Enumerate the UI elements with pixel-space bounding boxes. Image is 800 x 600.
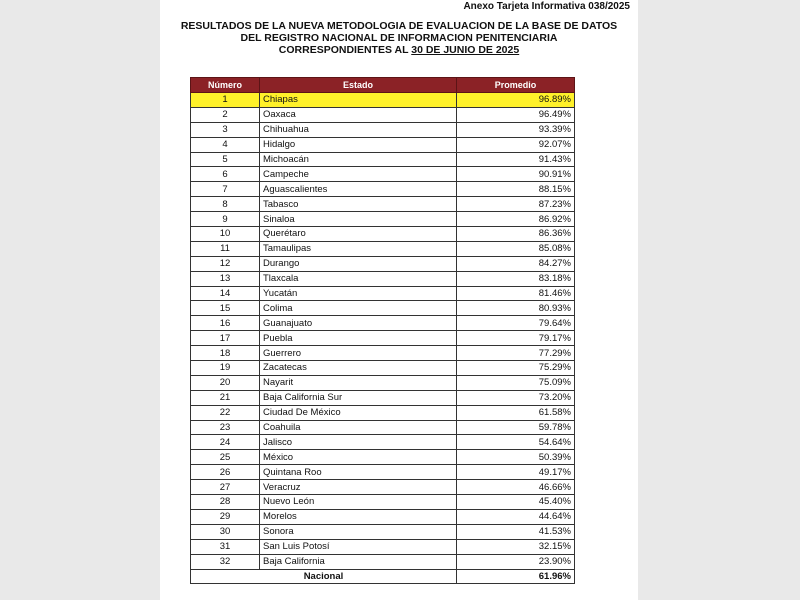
header-state: Estado <box>260 78 457 93</box>
national-total-row <box>191 569 575 584</box>
table-row <box>191 346 575 361</box>
row-number: 18 <box>191 346 260 361</box>
table-row <box>191 212 575 227</box>
row-state: Guerrero <box>260 346 457 361</box>
row-state: Durango <box>260 256 457 271</box>
row-average: 75.29% <box>457 361 575 376</box>
row-number: 15 <box>191 301 260 316</box>
row-average: 61.58% <box>457 405 575 420</box>
row-state: Baja California <box>260 554 457 569</box>
row-state: Ciudad De México <box>260 405 457 420</box>
row-state: Coahuila <box>260 420 457 435</box>
table-row <box>191 405 575 420</box>
row-number: 11 <box>191 241 260 256</box>
row-number: 5 <box>191 152 260 167</box>
document-page <box>160 0 638 600</box>
table-row <box>191 480 575 495</box>
row-number: 2 <box>191 107 260 122</box>
row-average: 79.64% <box>457 316 575 331</box>
row-state: Colima <box>260 301 457 316</box>
row-state: Morelos <box>260 509 457 524</box>
row-average: 80.93% <box>457 301 575 316</box>
row-average: 84.27% <box>457 256 575 271</box>
row-state: Chiapas <box>260 93 457 108</box>
row-average: 73.20% <box>457 390 575 405</box>
table-row <box>191 197 575 212</box>
row-state: Chihuahua <box>260 122 457 137</box>
row-average: 86.92% <box>457 212 575 227</box>
header-number: Número <box>191 78 260 93</box>
row-average: 83.18% <box>457 271 575 286</box>
row-state: Tamaulipas <box>260 241 457 256</box>
row-number: 24 <box>191 435 260 450</box>
row-state: Yucatán <box>260 286 457 301</box>
table-row <box>191 554 575 569</box>
row-number: 12 <box>191 256 260 271</box>
table-row <box>191 375 575 390</box>
table-row <box>191 361 575 376</box>
row-number: 7 <box>191 182 260 197</box>
row-average: 44.64% <box>457 509 575 524</box>
row-average: 91.43% <box>457 152 575 167</box>
row-state: San Luis Potosí <box>260 539 457 554</box>
row-state: Sinaloa <box>260 212 457 227</box>
row-number: 31 <box>191 539 260 554</box>
row-state: Tabasco <box>260 197 457 212</box>
row-state: Aguascalientes <box>260 182 457 197</box>
row-average: 59.78% <box>457 420 575 435</box>
national-label: Nacional <box>191 569 457 584</box>
row-number: 4 <box>191 137 260 152</box>
table-header-row <box>191 78 575 93</box>
table-row <box>191 271 575 286</box>
row-state: Zacatecas <box>260 361 457 376</box>
title-line-3-prefix: CORRESPONDIENTES AL <box>278 44 412 56</box>
table-row <box>191 465 575 480</box>
row-number: 8 <box>191 197 260 212</box>
document-title <box>160 20 638 56</box>
table-row <box>191 256 575 271</box>
row-average: 88.15% <box>457 182 575 197</box>
row-average: 81.46% <box>457 286 575 301</box>
row-average: 93.39% <box>457 122 575 137</box>
row-average: 23.90% <box>457 554 575 569</box>
row-average: 96.89% <box>457 93 575 108</box>
header-average: Promedio <box>457 78 575 93</box>
row-average: 46.66% <box>457 480 575 495</box>
row-state: Sonora <box>260 524 457 539</box>
row-state: Querétaro <box>260 227 457 242</box>
row-average: 75.09% <box>457 375 575 390</box>
table-row <box>191 539 575 554</box>
row-state: Michoacán <box>260 152 457 167</box>
row-number: 26 <box>191 465 260 480</box>
table-row <box>191 435 575 450</box>
title-line-1: RESULTADOS DE LA NUEVA METODOLOGIA DE EVALUACION DE LA BASE DE DATOS <box>180 20 618 32</box>
row-number: 1 <box>191 93 260 108</box>
row-number: 32 <box>191 554 260 569</box>
row-number: 27 <box>191 480 260 495</box>
row-state: Campeche <box>260 167 457 182</box>
table-row <box>191 152 575 167</box>
table-row <box>191 495 575 510</box>
row-number: 28 <box>191 495 260 510</box>
annex-label: Anexo Tarjeta Informativa 038/2025 <box>463 1 630 12</box>
row-average: 90.91% <box>457 167 575 182</box>
row-number: 16 <box>191 316 260 331</box>
row-average: 87.23% <box>457 197 575 212</box>
table-row <box>191 182 575 197</box>
row-state: Veracruz <box>260 480 457 495</box>
row-state: Jalisco <box>260 435 457 450</box>
table-row <box>191 167 575 182</box>
row-average: 85.08% <box>457 241 575 256</box>
row-state: Nuevo León <box>260 495 457 510</box>
table-row <box>191 227 575 242</box>
row-average: 96.49% <box>457 107 575 122</box>
title-line-2: DEL REGISTRO NACIONAL DE INFORMACION PENITENCIARIA <box>240 32 558 44</box>
row-state: Oaxaca <box>260 107 457 122</box>
row-number: 22 <box>191 405 260 420</box>
row-state: Puebla <box>260 331 457 346</box>
national-average: 61.96% <box>457 569 575 584</box>
table-row <box>191 509 575 524</box>
row-number: 3 <box>191 122 260 137</box>
row-number: 30 <box>191 524 260 539</box>
row-number: 9 <box>191 212 260 227</box>
row-state: Baja California Sur <box>260 390 457 405</box>
table-row <box>191 93 575 108</box>
row-average: 54.64% <box>457 435 575 450</box>
table-row <box>191 524 575 539</box>
row-number: 23 <box>191 420 260 435</box>
row-number: 6 <box>191 167 260 182</box>
row-number: 14 <box>191 286 260 301</box>
row-average: 77.29% <box>457 346 575 361</box>
row-average: 86.36% <box>457 227 575 242</box>
table-row <box>191 107 575 122</box>
row-number: 13 <box>191 271 260 286</box>
row-average: 50.39% <box>457 450 575 465</box>
row-average: 49.17% <box>457 465 575 480</box>
table-body <box>191 93 575 570</box>
row-state: Guanajuato <box>260 316 457 331</box>
table-row <box>191 331 575 346</box>
title-date: 30 DE JUNIO DE 2025 <box>411 44 520 56</box>
table-row <box>191 390 575 405</box>
row-state: Nayarit <box>260 375 457 390</box>
row-average: 45.40% <box>457 495 575 510</box>
table-row <box>191 241 575 256</box>
title-line-3 <box>160 44 638 56</box>
row-average: 41.53% <box>457 524 575 539</box>
row-state: Hidalgo <box>260 137 457 152</box>
table-row <box>191 301 575 316</box>
row-number: 19 <box>191 361 260 376</box>
table-row <box>191 137 575 152</box>
table-row <box>191 316 575 331</box>
row-number: 21 <box>191 390 260 405</box>
row-average: 92.07% <box>457 137 575 152</box>
row-number: 20 <box>191 375 260 390</box>
table-row <box>191 286 575 301</box>
row-number: 10 <box>191 227 260 242</box>
row-number: 29 <box>191 509 260 524</box>
row-state: Quintana Roo <box>260 465 457 480</box>
row-state: México <box>260 450 457 465</box>
row-average: 32.15% <box>457 539 575 554</box>
row-average: 79.17% <box>457 331 575 346</box>
table-row <box>191 122 575 137</box>
results-table <box>190 77 575 584</box>
row-number: 17 <box>191 331 260 346</box>
row-number: 25 <box>191 450 260 465</box>
table-row <box>191 450 575 465</box>
table-row <box>191 420 575 435</box>
row-state: Tlaxcala <box>260 271 457 286</box>
